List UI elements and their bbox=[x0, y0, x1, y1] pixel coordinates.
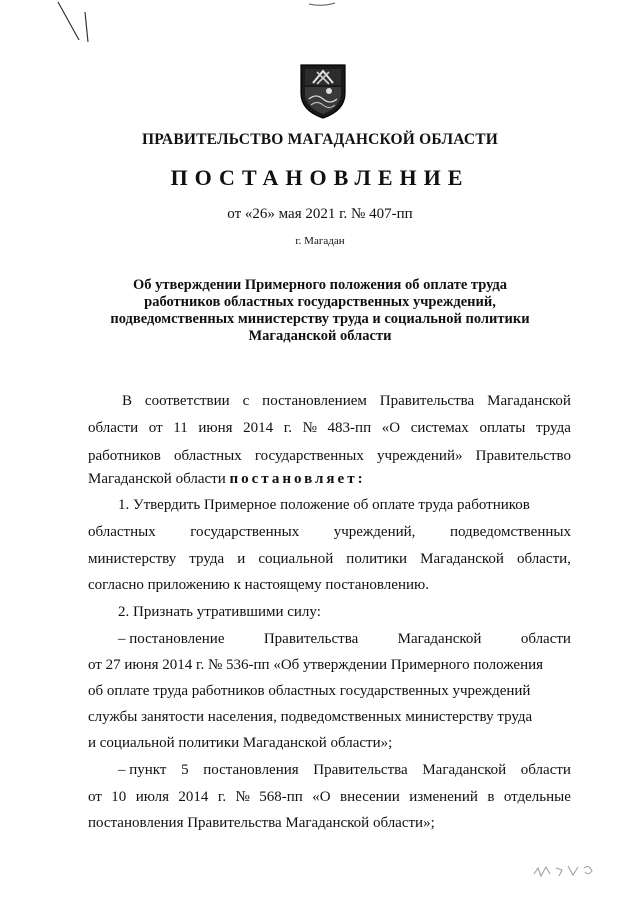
word: в bbox=[487, 789, 495, 805]
word: Магаданской bbox=[487, 393, 571, 409]
word: В bbox=[122, 393, 133, 409]
word: с bbox=[242, 393, 250, 409]
body-line bbox=[88, 732, 571, 754]
government-name: ПРАВИТЕЛЬСТВО МАГАДАНСКОЙ ОБЛАСТИ bbox=[141, 131, 499, 148]
item-2a-text: и социальной политики Магаданской области»; bbox=[88, 735, 393, 751]
word: области, bbox=[517, 551, 571, 567]
decree-subject bbox=[0, 277, 640, 345]
body-line bbox=[88, 574, 571, 596]
word: внесении bbox=[340, 789, 400, 805]
word: постановлением bbox=[262, 393, 367, 409]
body-line bbox=[88, 759, 571, 781]
word: от bbox=[148, 420, 163, 436]
word: «О bbox=[381, 420, 401, 436]
word: № bbox=[235, 789, 250, 805]
decree-city: г. Магадан bbox=[295, 235, 345, 247]
word: постановления bbox=[203, 762, 299, 778]
body-line bbox=[88, 786, 571, 808]
body-line bbox=[88, 601, 571, 623]
coat-of-arms-emblem bbox=[299, 63, 347, 119]
word: области bbox=[88, 420, 139, 436]
word: изменений bbox=[409, 789, 478, 805]
word: учреждений, bbox=[333, 524, 416, 540]
body-line bbox=[88, 445, 571, 467]
word: 483-пп bbox=[327, 420, 372, 436]
word: области bbox=[520, 631, 571, 647]
word: политики bbox=[346, 551, 408, 567]
word: от bbox=[88, 789, 102, 805]
word: оплаты bbox=[479, 420, 526, 436]
word: труда bbox=[535, 420, 571, 436]
item-1-text: 1. Утвердить Примерное положение об оплате труда работников bbox=[118, 497, 530, 513]
body-line bbox=[88, 417, 571, 439]
body-line bbox=[88, 680, 571, 702]
word: государственных bbox=[190, 524, 300, 540]
body-line bbox=[88, 468, 571, 490]
word: и bbox=[237, 551, 246, 567]
word: соответствии bbox=[144, 393, 230, 409]
body-line bbox=[88, 812, 571, 834]
operative-word: постановляет: bbox=[229, 471, 366, 487]
word: 11 bbox=[173, 420, 188, 436]
subject-line: Об утверждении Примерного положения об оплате труда bbox=[133, 277, 507, 293]
word: 5 bbox=[181, 762, 189, 778]
word: подведомственных bbox=[449, 524, 571, 540]
word: июня bbox=[198, 420, 233, 436]
word: Магаданской bbox=[422, 762, 507, 778]
word: Магаданской bbox=[397, 631, 482, 647]
word: министерству bbox=[88, 551, 177, 567]
word: – пункт bbox=[118, 762, 167, 778]
item-2-text: 2. Признать утратившими силу: bbox=[118, 604, 321, 620]
scan-mark-top-center bbox=[307, 0, 337, 8]
word: учреждений» bbox=[377, 448, 463, 464]
word: социальной bbox=[258, 551, 334, 567]
item-2b-text: постановления Правительства Магаданской области»; bbox=[88, 815, 435, 831]
body-line bbox=[88, 494, 571, 516]
document-type-title: ПОСТАНОВЛЕНИЕ bbox=[170, 165, 470, 190]
word: июля bbox=[135, 789, 169, 805]
word: 2014 bbox=[243, 420, 274, 436]
word: Магаданской bbox=[420, 551, 504, 567]
word: Правительство bbox=[475, 448, 571, 464]
subject-line: работников областных государственных учреждений, bbox=[144, 294, 496, 310]
word: государственных bbox=[254, 448, 364, 464]
item-2a-text: от 27 июня 2014 г. № 536-пп «Об утверждении Примерного положения bbox=[88, 657, 544, 673]
word: системах bbox=[410, 420, 469, 436]
item-1-text: согласно приложению к настоящему постановлению. bbox=[88, 577, 429, 593]
body-line bbox=[88, 521, 571, 543]
word: «О bbox=[312, 789, 331, 805]
item-2a-text: об оплате труда работников областных государственных учреждений bbox=[88, 683, 531, 699]
word: Правительства bbox=[379, 393, 475, 409]
word: работников bbox=[88, 448, 161, 464]
word: труда bbox=[189, 551, 225, 567]
word: – постановление bbox=[118, 631, 225, 647]
body-line bbox=[88, 628, 571, 650]
body-line bbox=[88, 706, 571, 728]
word: № bbox=[302, 420, 317, 436]
word: 568-пп bbox=[259, 789, 303, 805]
body-text: Магаданской области bbox=[88, 471, 226, 487]
word: отдельные bbox=[503, 789, 571, 805]
word: Правительства bbox=[263, 631, 359, 647]
word: Правительства bbox=[313, 762, 408, 778]
word: 2014 bbox=[178, 789, 209, 805]
scan-mark-top-left bbox=[55, 0, 95, 45]
word: областных bbox=[88, 524, 156, 540]
scan-mark-bottom-right bbox=[530, 858, 600, 880]
word: области bbox=[520, 762, 571, 778]
subject-line: подведомственных министерству труда и социальной политики bbox=[110, 311, 530, 327]
body-line bbox=[88, 390, 571, 412]
subject-line: Магаданской области bbox=[248, 328, 392, 344]
word: областных bbox=[173, 448, 242, 464]
body-line bbox=[88, 654, 571, 676]
item-2a-text: службы занятости населения, подведомственных министерству труда bbox=[88, 709, 533, 725]
body-line bbox=[88, 548, 571, 570]
decree-date-number: от «26» мая 2021 г. № 407-пп bbox=[227, 206, 413, 222]
word: г. bbox=[283, 420, 292, 436]
word: 10 bbox=[111, 789, 127, 805]
word: г. bbox=[217, 789, 227, 805]
